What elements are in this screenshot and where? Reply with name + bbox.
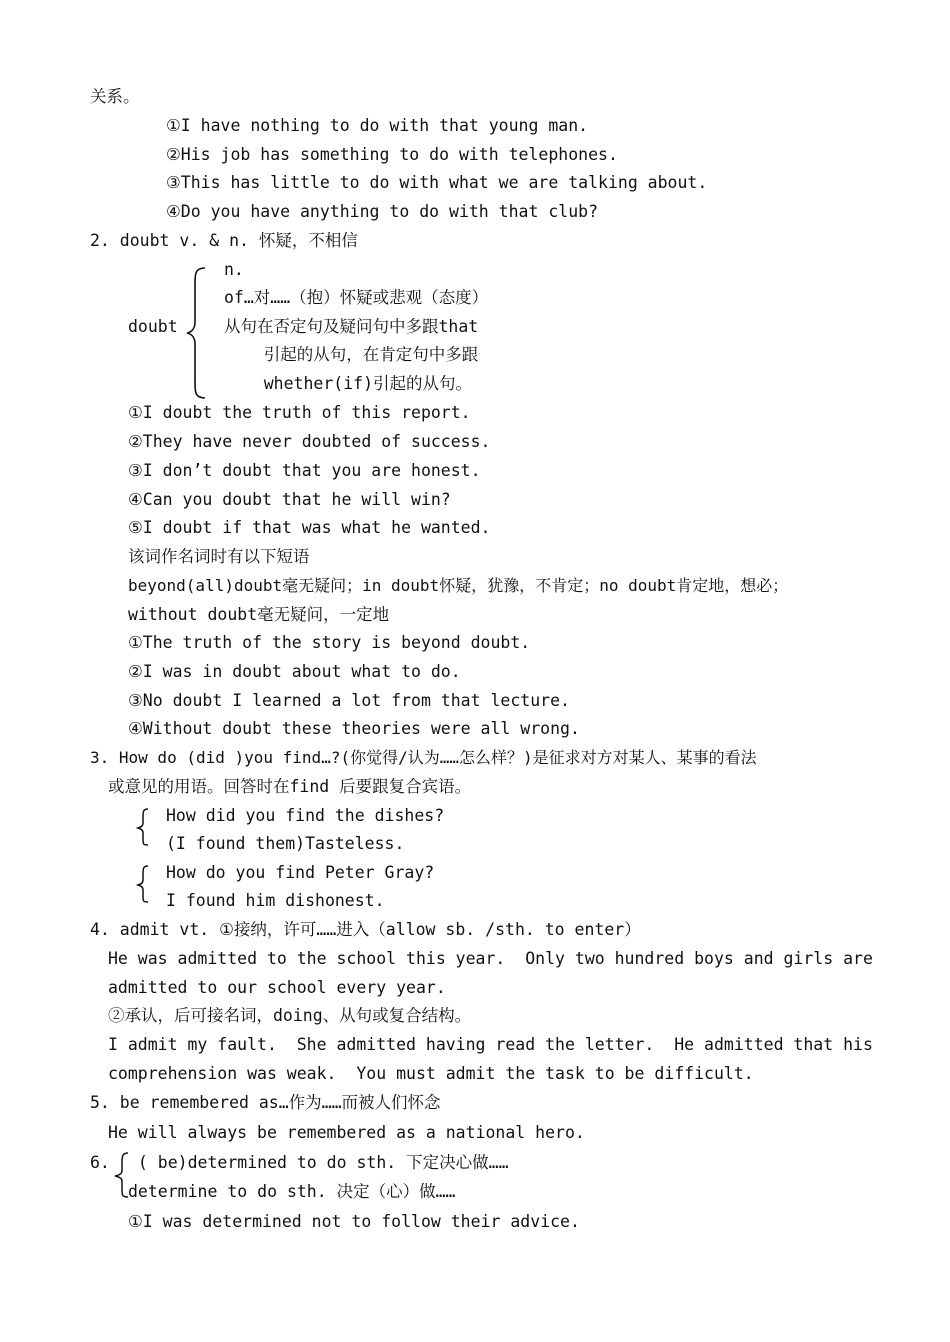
s3-brace-1-icon: [134, 807, 152, 847]
s3-pair-2-answer: I found him dishonest.: [166, 891, 385, 910]
s2-verb-example-4: ④Can you doubt that he will win?: [128, 490, 451, 509]
s2-verb-example-3: ③I don’t doubt that you are honest.: [128, 461, 481, 480]
s6-item-2: determine to do sth. 决定（心）做……: [128, 1182, 456, 1201]
s2-noun-example-1: ①The truth of the story is beyond doubt.: [128, 633, 531, 652]
s1-example-2: ②His job has something to do with telephones.: [166, 145, 618, 164]
s3-line-1: 3. How do (did )you find…?(你觉得/认为……怎么样？)是征求对方对某人、某事的看法: [90, 748, 757, 767]
s2-phrases-line-1: beyond(all)doubt毫无疑问；in doubt怀疑，犹豫，不肯定；no doubt肯定地，想必；: [128, 576, 789, 595]
s2-noun-example-4: ④Without doubt these theories were all wrong.: [128, 719, 580, 738]
s2-noun-intro: 该词作名词时有以下短语: [128, 547, 310, 566]
s2-left-brace-icon: [183, 266, 209, 400]
s3-pair-2-question: How do you find Peter Gray?: [166, 863, 435, 882]
s4-heading: 4. admit vt. ①接纳，许可……进入（allow sb. /sth. to enter）: [90, 920, 641, 939]
s1-example-1: ①I have nothing to do with that young man.: [166, 116, 589, 135]
s3-pair-1-question: How did you find the dishes?: [166, 806, 445, 825]
s4-example-1-line-2: admitted to our school every year.: [108, 978, 446, 997]
s2-brace-item-1: n.: [224, 260, 244, 279]
s2-brace-item-2: of…对……（抱）怀疑或悲观（态度）: [224, 288, 489, 307]
s4-example-2-line-1: I admit my fault. She admitted having read the letter. He admitted that his: [108, 1035, 873, 1054]
s2-brace-item-4: 引起的从句，在肯定句中多跟: [224, 345, 479, 364]
s3-brace-2-icon: [134, 864, 152, 904]
s5-heading: 5. be remembered as…作为……而被人们怀念: [90, 1093, 441, 1112]
s2-noun-example-3: ③No doubt I learned a lot from that lecture.: [128, 691, 570, 710]
s2-phrases-line-2: without doubt毫无疑问，一定地: [128, 605, 390, 624]
s6-number: 6.: [90, 1153, 110, 1172]
s3-pair-1-answer: (I found them)Tasteless.: [166, 834, 405, 853]
s6-item-1: ( be)determined to do sth. 下定决心做……: [128, 1153, 509, 1172]
s6-example: ①I was determined not to follow their advice.: [128, 1212, 580, 1231]
s2-brace-item-3: 从句在否定句及疑问句中多跟that: [224, 317, 479, 336]
s1-example-4: ④Do you have anything to do with that club?: [166, 202, 599, 221]
s5-example: He will always be remembered as a national hero.: [108, 1123, 585, 1142]
s1-example-3: ③This has little to do with what we are talking about.: [166, 173, 708, 192]
s2-heading: 2. doubt v. & n. 怀疑，不相信: [90, 231, 358, 250]
s2-verb-example-1: ①I doubt the truth of this report.: [128, 403, 471, 422]
s2-noun-example-2: ②I was in doubt about what to do.: [128, 662, 461, 681]
s2-verb-example-5: ⑤I doubt if that was what he wanted.: [128, 518, 491, 537]
s3-line-2: 或意见的用语。回答时在find 后要跟复合宾语。: [108, 777, 472, 796]
s2-brace-item-5: whether(if)引起的从句。: [224, 374, 473, 393]
s4-example-2-line-2: comprehension was weak. You must admit the task to be difficult.: [108, 1064, 754, 1083]
s2-brace-word: doubt: [128, 317, 178, 336]
intro-tail-text: 关系。: [90, 87, 140, 106]
s2-verb-example-2: ②They have never doubted of success.: [128, 432, 491, 451]
s4-example-1-line-1: He was admitted to the school this year. Only two hundred boys and girls are: [108, 949, 873, 968]
s4-sense-2: ②承认，后可接名词，doing、从句或复合结构。: [108, 1006, 472, 1025]
